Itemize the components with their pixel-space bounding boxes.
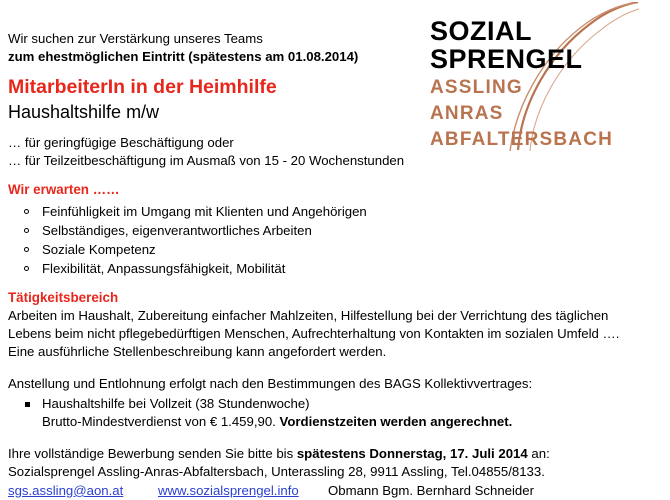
application-deadline-line (8, 445, 658, 463)
job-scope-line-1: … für geringfügige Beschäftigung oder (8, 135, 234, 151)
application-block (8, 445, 658, 500)
pay-list (8, 395, 658, 413)
logo-line-sozial: SOZIAL (430, 16, 532, 46)
email-link[interactable]: sgs.assling@aon.at (8, 482, 124, 498)
organization-address-line: Sozialsprengel Assling-Anras-Abfaltersbach, Unterassling 28, 9911 Assling, Tel.04855/8133. (8, 463, 545, 479)
tasks-paragraph-line-2: Lebens beim nicht pflegebedürftigen Menschen, Aufrechterhaltung von Kontakten im sozialen Umfeld …. (8, 325, 620, 341)
application-deadline-date: spätestens Donnerstag, 17. Juli 2014 (296, 445, 528, 461)
tasks-paragraph-line-3: Eine ausführliche Stellenbeschreibung kann angefordert werden. (8, 343, 387, 359)
application-deadline-prefix: Ihre vollständige Bewerbung senden Sie bitte bis (8, 445, 297, 461)
list-item: Haushaltshilfe bei Vollzeit (38 Stundenwoche) (8, 395, 658, 413)
pay-amount-text: Brutto-Mindestverdienst von € 1.459,90. (42, 414, 276, 430)
list-item: Selbständiges, eigenverantwortliches Arbeiten (8, 221, 658, 240)
list-item: Soziale Kompetenz (8, 240, 658, 259)
logo-line-sprengel: SPRENGEL (430, 43, 583, 74)
job-scope-line-2: … für Teilzeitbeschäftigung im Ausmaß von 15 - 20 Wochenstunden (8, 153, 405, 169)
expectations-heading: Wir erwarten …… (8, 181, 120, 197)
logo-sub-abfaltersbach: ABFALTERSBACH (430, 128, 614, 150)
pay-intro-line: Anstellung und Entlohnung erfolgt nach den Bestimmungen des BAGS Kollektivvertrages: (8, 376, 533, 392)
pay-credit-note: Vordienstzeiten werden angerechnet. (279, 414, 513, 430)
pay-amount-line (8, 413, 658, 431)
job-subtitle: Haushaltshilfe m/w (8, 101, 160, 122)
expectations-list (8, 202, 658, 279)
tasks-paragraph-line-1: Arbeiten im Haushalt, Zubereitung einfacher Mahlzeiten, Hilfestellung bei der Verrichtung des täglichen (8, 308, 609, 324)
application-deadline-suffix: an: (527, 445, 550, 461)
list-item: Flexibilität, Anpassungsfähigkeit, Mobilität (8, 259, 658, 278)
list-item: Feinfühligkeit im Umgang mit Klienten und Angehörigen (8, 202, 658, 221)
chairman-name: Obmann Bgm. Bernhard Schneider (328, 482, 534, 498)
job-title: MitarbeiterIn in der Heimhilfe (8, 76, 277, 99)
logo-sub-assling: ASSLING (430, 77, 523, 99)
intro-line-1: Wir suchen zur Verstärkung unseres Teams (8, 31, 263, 46)
tasks-heading: Tätigkeitsbereich (8, 290, 119, 306)
contact-links-row (8, 482, 658, 500)
logo-sub-anras: ANRAS (430, 102, 504, 124)
website-link[interactable]: www.sozialsprengel.info (158, 482, 299, 498)
intro-line-2: zum ehestmöglichen Eintritt (spätestens am 01.08.2014) (8, 48, 359, 64)
